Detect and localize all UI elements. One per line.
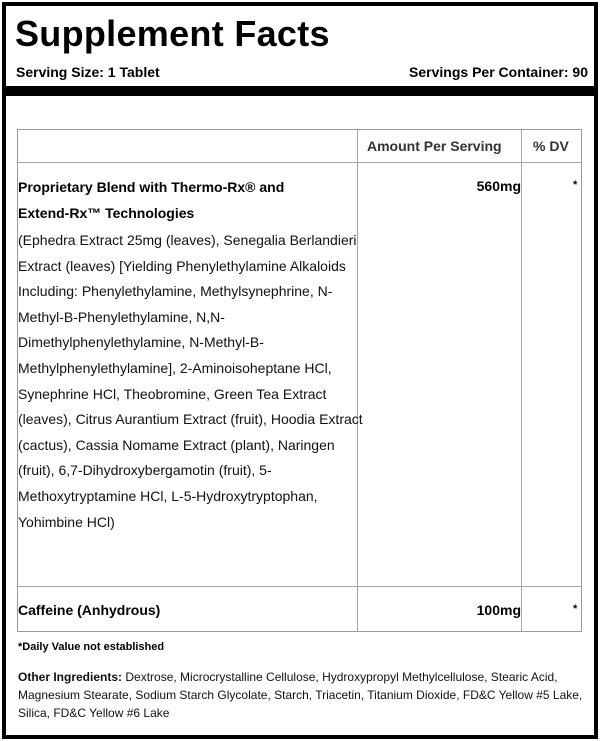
blend-dv: * <box>573 179 578 191</box>
other-ingredients <box>18 668 584 722</box>
header-divider <box>6 86 594 96</box>
column-divider-dv <box>521 130 522 632</box>
column-header-dv: % DV <box>533 138 569 154</box>
header-row-divider <box>18 162 581 163</box>
other-ingredients-label: Other Ingredients: <box>18 670 123 684</box>
caffeine-amount: 100mg <box>476 602 521 618</box>
panel-title: Supplement Facts <box>15 13 330 54</box>
daily-value-footnote: *Daily Value not established <box>18 641 165 653</box>
nutrient-table <box>17 129 582 632</box>
row-divider <box>18 586 581 587</box>
other-ingredients-text: Dextrose, Microcrystalline Cellulose, Hydroxypropyl Methylcellulose, Stearic Acid, Magnesium Stearate, Sodium Starch Glycolate, Starch, Triacetin, Titanium Dioxide, FD&C Yellow #5 Lake, Silica, FD&C Yellow #6 Lake <box>18 670 583 720</box>
caffeine-dv: * <box>573 603 578 615</box>
blend-ingredients: (Ephedra Extract 25mg (leaves), Senegalia Berlandieri Extract (leaves) [Yielding Phenylethylamine Alkaloids Including: Phenylethylamine, Methylsynephrine, N-Methyl-B-Phenylethylamine, N,N-Dimethylphenylethylamine, N-Methyl-B-Methylphenylethylamine], 2-Aminoisoheptane HCl, Synephrine HCl, Theobromine, Green Tea Extract (leaves), Citrus Aurantium Extract (fruit), Hoodia Extract (cactus), Cassia Nomame Extract (plant), Naringen (fruit), 6,7-Dihydroxybergamotin (fruit), 5-Methoxytryptamine HCl, L-5-Hydroxytryptophan, Yohimbine HCl) <box>18 232 363 530</box>
caffeine-name: Caffeine (Anhydrous) <box>18 602 161 618</box>
blend-amount: 560mg <box>476 178 521 194</box>
servings-per-container: Servings Per Container: 90 <box>409 64 588 80</box>
column-header-amount: Amount Per Serving <box>367 138 502 154</box>
serving-size: Serving Size: 1 Tablet <box>16 64 160 80</box>
blend-name: Proprietary Blend with Thermo-Rx® and Extend-Rx™ Technologies <box>18 179 285 221</box>
